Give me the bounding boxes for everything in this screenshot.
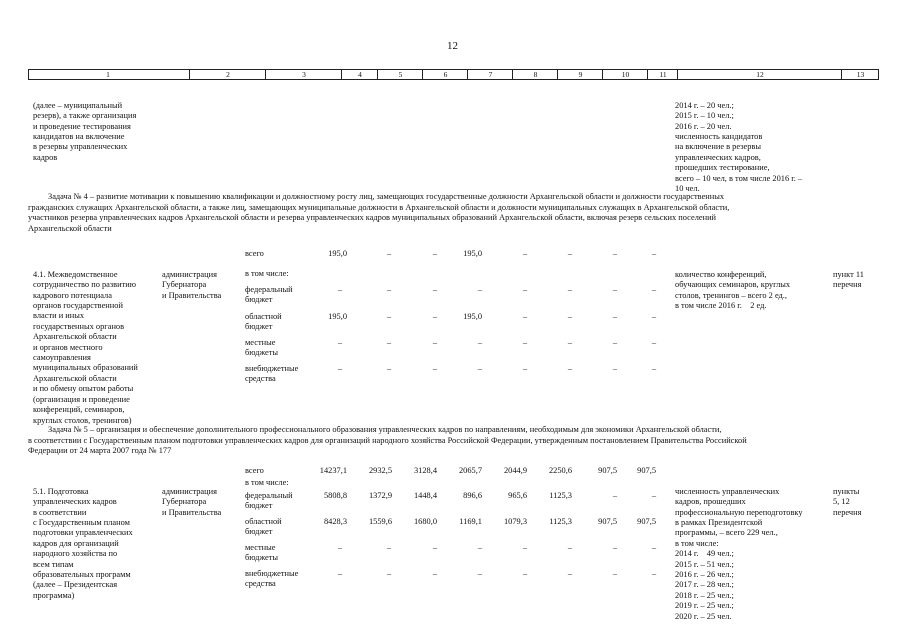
finance-cell: – bbox=[386, 285, 392, 294]
finance-cell: 1079,3 bbox=[503, 517, 527, 526]
finance-row-label: федеральный bbox=[245, 491, 293, 500]
finance-cell: – bbox=[522, 364, 528, 373]
finance-cell: 896,6 bbox=[463, 491, 482, 500]
finance-row-label: внебюджетные bbox=[245, 569, 299, 578]
finance-cell: – bbox=[612, 569, 618, 578]
item-5-1-description: 5.1. Подготовка управленческих кадров в соответствии с Государственным планом подготовки управленческих кадров для организаций народного хозяйства по всем типам образовательных программ (далее – Президентская программа) bbox=[33, 486, 133, 600]
finance-cell: – bbox=[651, 285, 657, 294]
finance-cell: 1559,6 bbox=[368, 517, 392, 526]
finance-cell: – bbox=[432, 543, 438, 552]
finance-cell: – bbox=[522, 249, 528, 258]
item-4-1-executor: администрация Губернатора и Правительства bbox=[162, 269, 222, 300]
header-col-9: 9 bbox=[557, 70, 603, 79]
item-4-1-indicators: количество конференций, обучающих семинаров, круглых столов, тренингов – всего 2 ед., в том числе 2016 г. 2 ед. bbox=[675, 269, 791, 311]
finance-cell: – bbox=[432, 569, 438, 578]
finance-cell: – bbox=[432, 364, 438, 373]
finance-cell: – bbox=[567, 364, 573, 373]
finance-row-label: местные bbox=[245, 543, 276, 552]
page-number: 12 bbox=[447, 40, 458, 52]
finance-cell: – bbox=[651, 249, 657, 258]
finance-cell: – bbox=[522, 543, 528, 552]
header-col-5: 5 bbox=[377, 70, 423, 79]
header-col-13: 13 bbox=[841, 70, 879, 79]
finance-cell: – bbox=[567, 569, 573, 578]
finance-cell: 14237,1 bbox=[319, 466, 347, 475]
finance-cell: 1372,9 bbox=[368, 491, 392, 500]
task-4-heading: Задача № 4 – развитие мотивации к повышению квалификации и должностному росту лиц, замещающих государственные должности Архангельской области и должности государственных гражданских служащих Архангельской области, а также лиц, замещающих муниципальные должности в Архангельской области и должности муниципальных служащих в Архангельской области, участников резерва управленческих кадров Архангельской области и резерва управленческих кадров муниципальных образований Архангельской области, включая резерв сельских поселений Архангельской области bbox=[28, 192, 730, 233]
finance-cell: – bbox=[432, 285, 438, 294]
finance-cell: – bbox=[651, 312, 657, 321]
finance-cell: – bbox=[477, 364, 483, 373]
finance-cell: 907,5 bbox=[598, 466, 617, 475]
finance-row-label: федеральный bbox=[245, 285, 293, 294]
finance-cell: – bbox=[337, 569, 343, 578]
finance-cell: – bbox=[651, 364, 657, 373]
finance-cell: – bbox=[337, 364, 343, 373]
finance-row-label: бюджеты bbox=[245, 553, 279, 563]
header-col-8: 8 bbox=[512, 70, 558, 79]
finance-row-label: средства bbox=[245, 579, 276, 589]
finance-cell: – bbox=[477, 569, 483, 578]
finance-cell: – bbox=[386, 569, 392, 578]
finance-cell: – bbox=[477, 285, 483, 294]
finance-cell: 1125,3 bbox=[549, 491, 572, 500]
finance-cell: – bbox=[386, 338, 392, 347]
top-col12-text: 2014 г. – 20 чел.; 2015 г. – 10 чел.; 2016 г. – 20 чел. численность кандидатов на включение в резервы управленческих кадров, прошедших тестирование, всего – 10 чел, в том числе 2016 г. – 10 чел. bbox=[675, 100, 803, 194]
finance-cell: – bbox=[477, 543, 483, 552]
finance-cell: 195,0 bbox=[463, 312, 482, 321]
item-5-1-executor: администрация Губернатора и Правительства bbox=[162, 486, 222, 517]
header-col-2: 2 bbox=[189, 70, 266, 79]
finance-cell: – bbox=[522, 285, 528, 294]
finance-row-label: бюджет bbox=[245, 527, 273, 537]
finance-cell: 195,0 bbox=[328, 249, 347, 258]
finance-cell: – bbox=[612, 312, 618, 321]
finance-cell: – bbox=[386, 249, 392, 258]
finance-row-label: бюджеты bbox=[245, 348, 279, 358]
finance-row-label: бюджет bbox=[245, 501, 273, 511]
finance-row-label: внебюджетные bbox=[245, 364, 299, 373]
finance-cell: 965,6 bbox=[508, 491, 527, 500]
finance-row-label: средства bbox=[245, 374, 276, 384]
finance-cell: 195,0 bbox=[328, 312, 347, 321]
finance-row-label: местные bbox=[245, 338, 276, 347]
header-col-3: 3 bbox=[265, 70, 342, 79]
finance-cell: 907,5 bbox=[598, 517, 617, 526]
table-header bbox=[28, 69, 879, 80]
header-col-7: 7 bbox=[467, 70, 513, 79]
finance-cell: – bbox=[567, 543, 573, 552]
finance-cell: 3128,4 bbox=[413, 466, 437, 475]
header-col-6: 6 bbox=[422, 70, 468, 79]
finance-cell: 907,5 bbox=[637, 466, 656, 475]
header-col-4: 4 bbox=[341, 70, 378, 79]
finance-cell: – bbox=[651, 491, 657, 500]
finance-cell: – bbox=[522, 569, 528, 578]
task-5-heading: Задача № 5 – организация и обеспечение дополнительного профессионального образования управленческих кадров по направлениям, необходимым для экономики Архангельской области, в соответствии с Государственным планом подготовки управленческих кадров для организаций народного хозяйства Российской Федерации, утвержденным постановлением Правительства Российской Федерации от 24 марта 2007 года № 177 bbox=[28, 425, 747, 456]
item-5-1-reference: пункты 5, 12 перечня bbox=[833, 486, 862, 517]
finance-row-label: в том числе: bbox=[245, 478, 289, 487]
finance-cell: 8428,3 bbox=[323, 517, 347, 526]
finance-cell: 5808,8 bbox=[323, 491, 347, 500]
finance-cell: – bbox=[567, 338, 573, 347]
top-col1-text: (далее – муниципальный резерв), а также организация и проведение тестирования кандидатов на включение в резервы управленческих кадров bbox=[33, 100, 137, 162]
finance-cell: – bbox=[612, 338, 618, 347]
finance-cell: – bbox=[612, 491, 618, 500]
finance-row-label: всего bbox=[245, 466, 264, 475]
finance-cell: 2065,7 bbox=[458, 466, 482, 475]
finance-cell: – bbox=[612, 249, 618, 258]
finance-cell: – bbox=[432, 312, 438, 321]
finance-cell: – bbox=[477, 338, 483, 347]
finance-cell: – bbox=[337, 543, 343, 552]
finance-cell: – bbox=[612, 543, 618, 552]
finance-cell: 1680,0 bbox=[413, 517, 437, 526]
finance-cell: 2250,6 bbox=[548, 466, 572, 475]
finance-row-label: областной bbox=[245, 517, 282, 526]
item-4-1-description: 4.1. Межведомственное сотрудничество по развитию кадрового потенциала органов государственной власти и иных государственных органов Архангельской области и органов местного самоуправления муниципальных образований Архангельской области и по обмену опытом работы (организация и проведение конференций, семинаров, круглых столов, тренингов) bbox=[33, 269, 138, 425]
finance-cell: – bbox=[522, 338, 528, 347]
header-col-1: 1 bbox=[106, 70, 110, 79]
finance-cell: 907,5 bbox=[637, 517, 656, 526]
finance-cell: 1125,3 bbox=[549, 517, 572, 526]
finance-cell: 1448,4 bbox=[413, 491, 437, 500]
finance-cell: – bbox=[337, 285, 343, 294]
header-col-10: 10 bbox=[602, 70, 648, 79]
finance-cell: – bbox=[432, 338, 438, 347]
finance-cell: – bbox=[651, 569, 657, 578]
finance-row-label: всего bbox=[245, 249, 264, 258]
finance-cell: – bbox=[651, 543, 657, 552]
finance-row-label: областной bbox=[245, 312, 282, 321]
finance-cell: – bbox=[567, 285, 573, 294]
finance-cell: – bbox=[432, 249, 438, 258]
item-4-1-reference: пункт 11 перечня bbox=[833, 269, 864, 290]
finance-row-label: бюджет bbox=[245, 295, 273, 305]
finance-cell: 2044,9 bbox=[503, 466, 527, 475]
finance-cell: – bbox=[337, 338, 343, 347]
finance-cell: 1169,1 bbox=[459, 517, 482, 526]
finance-cell: – bbox=[612, 364, 618, 373]
finance-row-label: в том числе: bbox=[245, 269, 289, 278]
finance-cell: – bbox=[651, 338, 657, 347]
finance-cell: – bbox=[386, 364, 392, 373]
finance-cell: – bbox=[522, 312, 528, 321]
finance-cell: – bbox=[386, 543, 392, 552]
finance-row-label: бюджет bbox=[245, 322, 273, 332]
header-col-11: 11 bbox=[647, 70, 678, 79]
header-col-12: 12 bbox=[677, 70, 842, 79]
finance-cell: 2932,5 bbox=[368, 466, 392, 475]
finance-cell: 195,0 bbox=[463, 249, 482, 258]
finance-cell: – bbox=[567, 312, 573, 321]
finance-cell: – bbox=[567, 249, 573, 258]
finance-cell: – bbox=[386, 312, 392, 321]
finance-cell: – bbox=[612, 285, 618, 294]
item-5-1-indicators: численность управленческих кадров, прошедших профессиональную переподготовку в рамках Президентской программы, – всего 229 чел., в том числе: 2014 г. 49 чел.; 2015 г. – 51 чел.; 2016 г. – 26 чел.; 2017 г. – 28 чел.; 2018 г. – 25 чел.; 2019 г. – 25 чел.; 2020 г. – 25 чел. bbox=[675, 486, 803, 621]
